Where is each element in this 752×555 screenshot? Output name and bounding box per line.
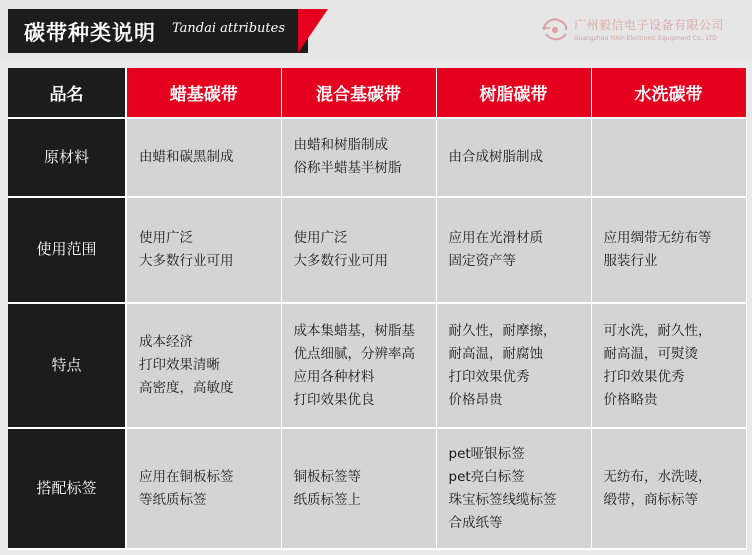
cell-text-line: 使用广泛 (139, 229, 193, 246)
cell-text-line: 成本经济 (139, 334, 193, 351)
cell-text-line: 高密度，高敏度 (139, 380, 234, 397)
table-row (8, 428, 746, 549)
cell-text-line: 应用在铜板标签 (139, 468, 234, 485)
cell-text-line: 由蜡和碳黑制成 (139, 148, 234, 165)
page-header (0, 0, 752, 60)
cell-text-line: 成本集蜡基，树脂基 (293, 322, 415, 339)
table-cell (281, 303, 436, 428)
cell-text-line: pet亮白标签 (448, 468, 525, 485)
table-cell (591, 118, 746, 197)
page-subtitle: Tandai attributes (172, 21, 286, 36)
cell-text-line: 耐久性，耐摩擦， (448, 322, 557, 339)
cell-text-line: 打印效果优良 (293, 391, 375, 408)
cell-text-line: 大多数行业可用 (293, 252, 388, 269)
cell-text-line: 应用在光滑材质 (448, 229, 543, 246)
table-cell (436, 303, 591, 428)
ribbon-comparison-table (8, 68, 746, 550)
table-header-row (8, 68, 746, 118)
table-cell (281, 428, 436, 549)
cell-text-line: 应用各种材料 (293, 368, 375, 385)
cell-text-line: 应用绸带无纺布等 (603, 229, 712, 246)
table-cell (126, 303, 281, 428)
cell-text-line: 纸质标签上 (293, 491, 361, 508)
table-cell (126, 118, 281, 197)
cell-text-line: 价格昂贵 (448, 391, 503, 408)
cell-text-line: 由蜡和树脂制成 (293, 137, 388, 154)
cell-text-line: 铜板标签等 (293, 468, 361, 485)
table-cell (126, 197, 281, 304)
cell-text-line: 缎带，商标标等 (603, 491, 698, 508)
comparison-table (8, 68, 747, 550)
page-title: 碳带种类说明 (24, 21, 156, 45)
cell-text-line: 可水洗，耐久性， (603, 322, 712, 339)
table-cell (436, 118, 591, 197)
table-row (8, 303, 746, 428)
cell-text-line: 价格略贵 (603, 391, 658, 408)
cell-text-line: 打印效果优秀 (448, 368, 530, 385)
company-name-en: Guangzhou YiXin Electronic Equipment Co., LTD (574, 35, 717, 42)
table-cell (281, 197, 436, 304)
table-cell (591, 303, 746, 428)
table-cell (436, 197, 591, 304)
table-cell (436, 428, 591, 549)
cell-text-line: 合成纸等 (448, 514, 503, 531)
table-cell (281, 118, 436, 197)
table-row (8, 118, 746, 197)
cell-text-line: 服装行业 (603, 252, 658, 269)
row-header: 特点 (8, 303, 126, 428)
company-name: 广州毅信电子设备有限公司 (574, 18, 725, 32)
column-header: 水洗碳带 (591, 68, 746, 118)
cell-text-line: 打印效果清晰 (139, 357, 220, 374)
table-cell (591, 428, 746, 549)
row-header: 使用范围 (8, 197, 126, 304)
column-header: 蜡基碳带 (126, 68, 281, 118)
corner-header: 品名 (8, 68, 126, 118)
cell-text-line: 大多数行业可用 (139, 252, 234, 269)
column-header: 树脂碳带 (436, 68, 591, 118)
row-header: 搭配标签 (8, 428, 126, 549)
logo-mark-icon (540, 16, 570, 44)
table-cell (591, 197, 746, 304)
row-header: 原材料 (8, 118, 126, 197)
cell-text-line: 耐高温，可熨烫 (603, 345, 698, 362)
cell-text-line: 无纺布，水洗唛， (603, 468, 712, 485)
cell-text-line: 打印效果优秀 (603, 368, 685, 385)
cell-text-line: pet哑银标签 (448, 445, 525, 462)
cell-text-line: 耐高温，耐腐蚀 (448, 345, 543, 362)
title-banner-accent (298, 9, 328, 53)
cell-text-line: 固定资产等 (448, 252, 516, 269)
cell-text-line: 等纸质标签 (139, 491, 207, 508)
cell-text-line: 由合成树脂制成 (448, 148, 543, 165)
cell-text-line: 使用广泛 (293, 229, 348, 246)
column-header: 混合基碳带 (281, 68, 436, 118)
cell-text-line: 俗称半蜡基半树脂 (293, 160, 402, 177)
cell-text-line: 珠宝标签线缆标签 (448, 491, 557, 508)
table-row (8, 197, 746, 304)
company-logo (540, 14, 745, 50)
table-cell (126, 428, 281, 549)
cell-text-line: 优点细腻，分辨率高 (293, 345, 415, 362)
